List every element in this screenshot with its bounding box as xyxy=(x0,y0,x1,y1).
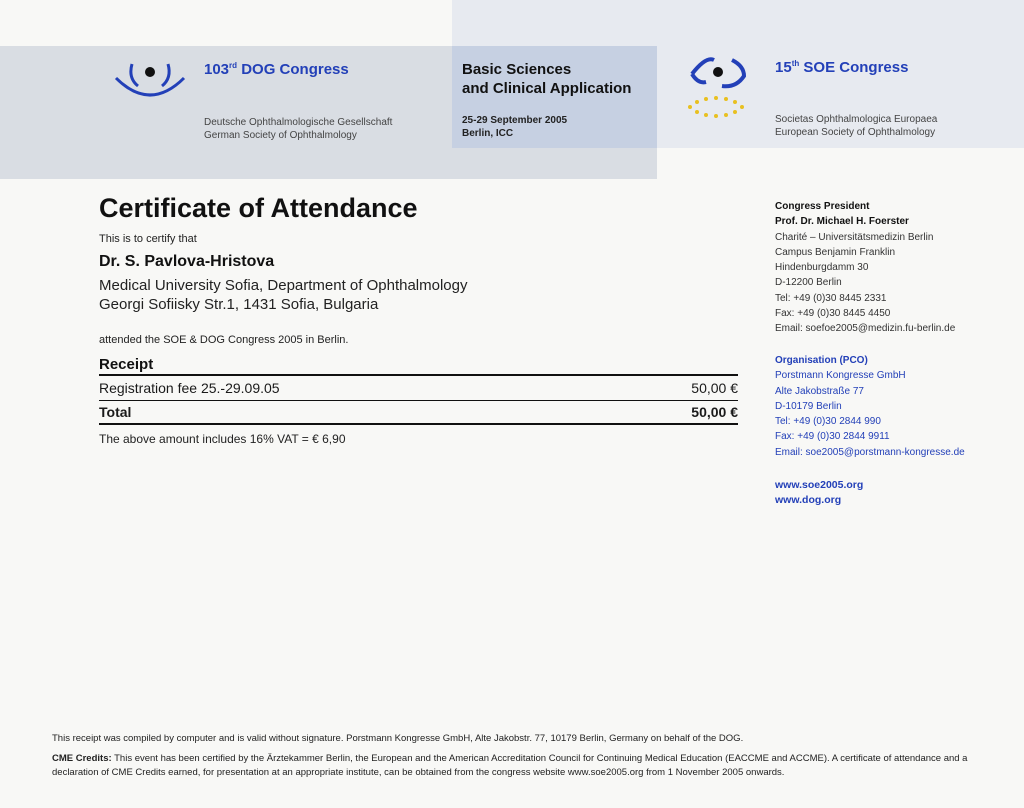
soe-congress-title: 15th SOE Congress xyxy=(775,59,909,76)
certificate-heading: Certificate of Attendance xyxy=(99,193,418,223)
dog-congress-title: 103rd DOG Congress xyxy=(204,61,349,78)
total-label: Total xyxy=(99,404,132,420)
receipt-mid-rule xyxy=(99,400,738,401)
receipt-total-row xyxy=(99,404,738,420)
organisation-block: Organisation (PCO) Porstmann Kongresse GmbH Alte Jakobstraße 77 D-10179 Berlin Tel: +49 (0)30 2844 990 Fax: +49 (0)30 2844 9911 Email: soe2005@porstmann-kongresse.de xyxy=(775,355,965,458)
receipt-bottom-rule xyxy=(99,423,738,425)
attendee-address: Medical University Sofia, Department of Ophthalmology Georgi Sofiisky Str.1, 1431 Sofia, Bulgaria xyxy=(99,277,468,313)
cme-credits-note: CME Credits: This event has been certified by the Ärztekammer Berlin, the European and the American Accreditation Council for Continuing Medical Education (EACCME and ACCME). A certificate of attendance and a declaration of CME Credits earned, for presentation at an appropriate institute, can be obtained from the congress website www.soe2005.org from 1 November 2005 onwards. xyxy=(52,753,968,778)
soe-eye-logo-icon xyxy=(682,52,754,124)
dog-society-name: Deutsche Ophthalmologische Gesellschaft German Society of Ophthalmology xyxy=(204,117,393,141)
congress-president-block: Congress President Prof. Dr. Michael H. Foerster Charité – Universitätsmedizin Berlin Campus Benjamin Franklin Hindenburgdamm 30 D-12200 Berlin Tel: +49 (0)30 8445 2331 Fax: +49 (0)30 8445 4450 Email: soefoe2005@medizin.fu-berlin.de xyxy=(775,201,956,335)
item-label: Registration fee 25.-29.09.05 xyxy=(99,380,280,396)
receipt-item-row xyxy=(99,380,738,396)
receipt-heading: Receipt xyxy=(99,356,154,373)
dog-eye-logo-icon xyxy=(112,58,188,102)
soe-society-name: Societas Ophthalmologica Europaea European Society of Ophthalmology xyxy=(775,114,938,138)
congress-theme-title: Basic Sciences and Clinical Application xyxy=(462,61,632,97)
congress-date-venue: 25-29 September 2005 Berlin, ICC xyxy=(462,115,568,139)
website-link[interactable]: www.dog.org xyxy=(775,494,842,506)
vat-note: The above amount includes 16% VAT = € 6,90 xyxy=(99,432,346,446)
website-link[interactable]: www.soe2005.org xyxy=(775,479,864,491)
total-amount: 50,00 € xyxy=(691,404,738,420)
attendee-name: Dr. S. Pavlova-Hristova xyxy=(99,253,275,270)
receipt-footer-note: This receipt was compiled by computer and is valid without signature. Porstmann Kongresse GmbH, Alte Jakobstr. 77, 10179 Berlin, Germany on behalf of the DOG. xyxy=(52,733,744,744)
websites-block xyxy=(775,478,863,508)
certify-text: This is to certify that xyxy=(99,233,197,245)
item-amount: 50,00 € xyxy=(691,380,738,396)
attended-text: attended the SOE & DOG Congress 2005 in Berlin. xyxy=(99,334,349,346)
receipt-top-rule xyxy=(99,374,738,376)
